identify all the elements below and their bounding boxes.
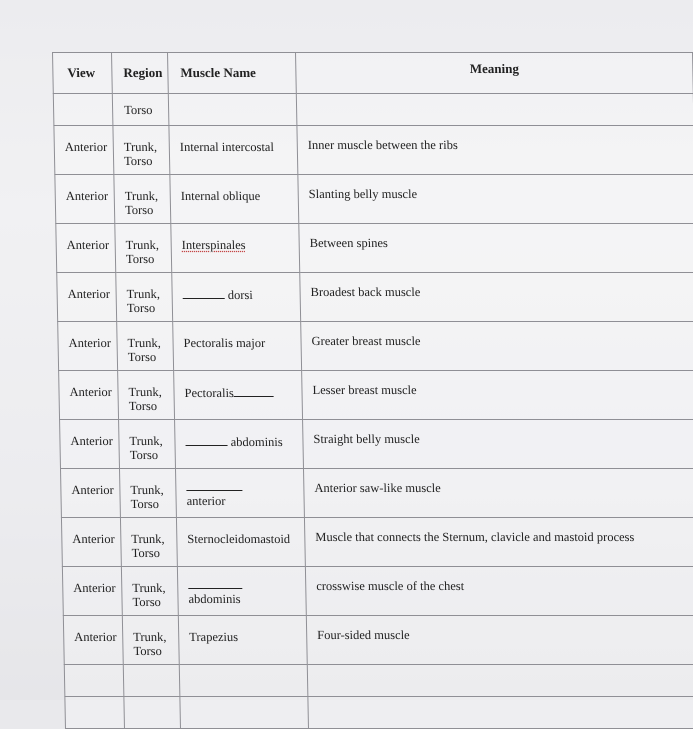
table-row	[63, 616, 693, 665]
muscle-name-cell: Internal intercostal	[169, 126, 298, 175]
section-row-torso	[53, 94, 693, 126]
fill-in-blank	[188, 577, 242, 589]
view-cell: Anterior	[60, 469, 120, 518]
header-muscle-name: Muscle Name	[168, 53, 297, 94]
muscle-table	[52, 52, 693, 729]
view-cell: Anterior	[56, 224, 116, 273]
section-empty-cell	[296, 94, 693, 126]
fill-in-blank	[185, 434, 227, 446]
region-cell	[119, 420, 176, 469]
region-line-1: Trunk,	[129, 434, 163, 448]
table-row	[54, 126, 693, 175]
region-line-2: Torso	[132, 595, 161, 609]
meaning-cell: Straight belly muscle	[303, 420, 693, 469]
region-line-1: Trunk,	[133, 630, 167, 644]
view-cell: Anterior	[54, 126, 114, 175]
meaning-cell: Slanting belly muscle	[298, 175, 693, 224]
meaning-cell: Broadest back muscle	[300, 273, 693, 322]
empty-cell	[308, 697, 693, 729]
table-row	[58, 322, 693, 371]
muscle-table-wrapper	[52, 52, 693, 712]
meaning-cell: Muscle that connects the Sternum, clavicle and mastoid process	[304, 518, 693, 567]
region-line-2: Torso	[131, 546, 161, 560]
region-cell	[115, 224, 172, 273]
region-line-1: Trunk,	[131, 532, 165, 546]
region-line-1: Trunk,	[128, 385, 162, 399]
section-label-torso: Torso	[112, 94, 169, 126]
muscle-name-cell	[174, 371, 303, 420]
table-row	[59, 371, 693, 420]
empty-table-row	[65, 697, 693, 729]
region-line-1: Trunk,	[125, 238, 160, 252]
meaning-cell: Four-sided muscle	[306, 616, 693, 665]
region-cell	[121, 567, 178, 616]
empty-cell	[179, 665, 308, 697]
empty-cell	[180, 697, 309, 729]
empty-cell	[65, 697, 125, 729]
empty-cell	[124, 697, 181, 729]
view-cell: Anterior	[61, 518, 121, 567]
table-row	[60, 469, 693, 518]
fill-in-blank	[234, 385, 274, 397]
region-cell	[114, 175, 171, 224]
region-line-2: Torso	[130, 497, 160, 511]
region-line-2: Torso	[124, 203, 154, 217]
empty-cell	[123, 665, 180, 697]
header-view: View	[53, 53, 113, 94]
muscle-name-cell	[172, 273, 301, 322]
muscle-suffix: abdominis	[230, 435, 283, 449]
region-line-1: Trunk,	[126, 287, 161, 301]
region-line-1: Trunk,	[132, 581, 166, 595]
region-cell	[122, 616, 179, 665]
region-line-2: Torso	[129, 448, 159, 462]
muscle-name-cell: Sternocleidomastoid	[176, 518, 305, 567]
region-cell	[117, 322, 174, 371]
empty-table-row	[64, 665, 693, 697]
meaning-cell: Lesser breast muscle	[302, 371, 693, 420]
view-cell: Anterior	[59, 371, 119, 420]
region-line-1: Trunk,	[130, 483, 164, 497]
table-row	[61, 518, 693, 567]
muscle-name-cell: Trapezius	[178, 616, 307, 665]
view-cell: Anterior	[63, 616, 123, 665]
region-line-1: Trunk,	[127, 336, 161, 350]
view-cell: Anterior	[58, 322, 118, 371]
section-empty-cell	[168, 94, 297, 126]
fill-in-blank	[186, 479, 242, 491]
empty-cell	[64, 665, 124, 697]
muscle-line-2: abdominis	[188, 592, 241, 606]
meaning-cell: Greater breast muscle	[301, 322, 693, 371]
region-cell	[119, 469, 176, 518]
view-cell: Anterior	[60, 420, 120, 469]
meaning-cell: crosswise muscle of the chest	[305, 567, 693, 616]
region-line-2: Torso	[125, 252, 155, 266]
region-line-2: Torso	[133, 644, 162, 658]
view-cell: Anterior	[62, 567, 122, 616]
region-line-2: Torso	[126, 301, 156, 315]
spellcheck-underlined-text: Interspinales	[181, 238, 246, 252]
region-line-2: Torso	[127, 350, 157, 364]
header-meaning: Meaning	[296, 53, 693, 94]
meaning-cell: Between spines	[299, 224, 693, 273]
section-empty-cell	[53, 94, 113, 126]
meaning-cell: Inner muscle between the ribs	[297, 126, 693, 175]
muscle-name-cell	[175, 420, 304, 469]
region-cell	[120, 518, 177, 567]
empty-cell	[307, 665, 693, 697]
header-row	[53, 53, 693, 94]
table-row	[57, 273, 693, 322]
meaning-cell: Anterior saw-like muscle	[303, 469, 693, 518]
region-line-2: Torso	[128, 399, 158, 413]
muscle-name-cell	[171, 224, 300, 273]
region-cell	[116, 273, 173, 322]
muscle-prefix: Pectoralis	[184, 386, 234, 400]
muscle-line-2: anterior	[186, 494, 226, 508]
table-row	[55, 175, 693, 224]
header-region: Region	[112, 53, 169, 94]
muscle-name-cell: Internal oblique	[170, 175, 299, 224]
region-line-2: Torso	[123, 154, 153, 168]
region-line-1: Trunk,	[124, 189, 159, 203]
table-row	[56, 224, 693, 273]
muscle-name-cell	[175, 469, 304, 518]
table-row	[62, 567, 693, 616]
region-cell	[118, 371, 175, 420]
table-row	[60, 420, 693, 469]
view-cell: Anterior	[55, 175, 115, 224]
fill-in-blank	[183, 287, 225, 299]
muscle-name-cell: Pectoralis major	[173, 322, 302, 371]
view-cell: Anterior	[57, 273, 117, 322]
region-line-1: Trunk,	[123, 140, 158, 154]
muscle-suffix: dorsi	[227, 288, 253, 302]
region-cell	[113, 126, 170, 175]
muscle-name-cell	[177, 567, 306, 616]
